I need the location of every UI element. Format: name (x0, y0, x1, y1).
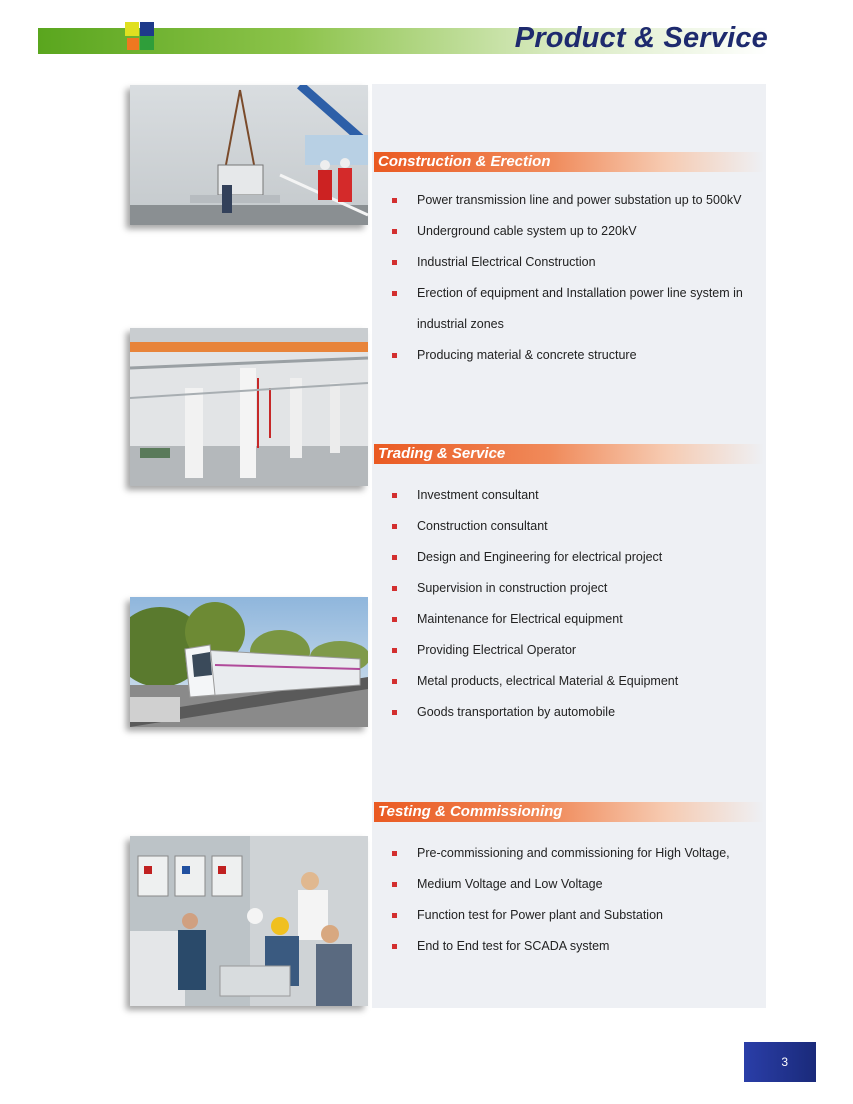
list-item-continuation: industrial zones (417, 317, 504, 331)
list-item: Supervision in construction project (390, 573, 760, 604)
substation-construction-photo (130, 85, 368, 225)
page-number: 3 (781, 1055, 788, 1069)
trading-list (390, 480, 760, 728)
list-item: Producing material & concrete structure (390, 340, 760, 371)
section-header-trading (374, 444, 764, 464)
control-room-photo (130, 836, 368, 1006)
list-item: Construction consultant (390, 511, 760, 542)
list-item: Function test for Power plant and Substation (390, 900, 760, 931)
list-item: Investment consultant (390, 480, 760, 511)
page-title: Product & Service (514, 22, 768, 54)
list-item: Providing Electrical Operator (390, 635, 760, 666)
section-title: Trading & Service (378, 445, 506, 462)
list-item: Erection of equipment and Installation power line system in (390, 278, 760, 309)
list-item: Goods transportation by automobile (390, 697, 760, 728)
construction-list (390, 185, 760, 371)
list-item: Industrial Electrical Construction (390, 247, 760, 278)
metro-train-photo (130, 597, 368, 727)
section-header-testing (374, 802, 764, 822)
list-item: Metal products, electrical Material & Equipment (390, 666, 760, 697)
section-title: Construction & Erection (378, 153, 551, 170)
list-item: Maintenance for Electrical equipment (390, 604, 760, 635)
testing-list (390, 838, 760, 962)
list-item: Underground cable system up to 220kV (390, 216, 760, 247)
list-item: Pre-commissioning and commissioning for High Voltage, (390, 838, 760, 869)
list-item: Medium Voltage and Low Voltage (390, 869, 760, 900)
list-item: Power transmission line and power substation up to 500kV (390, 185, 760, 216)
list-item: Design and Engineering for electrical project (390, 542, 760, 573)
page-number-badge (744, 1042, 816, 1082)
cable-tray-interior-photo (130, 328, 368, 486)
company-logo-icon (125, 22, 159, 58)
section-title: Testing & Commissioning (378, 803, 563, 820)
list-item: End to End test for SCADA system (390, 931, 760, 962)
section-header-construction (374, 152, 764, 172)
